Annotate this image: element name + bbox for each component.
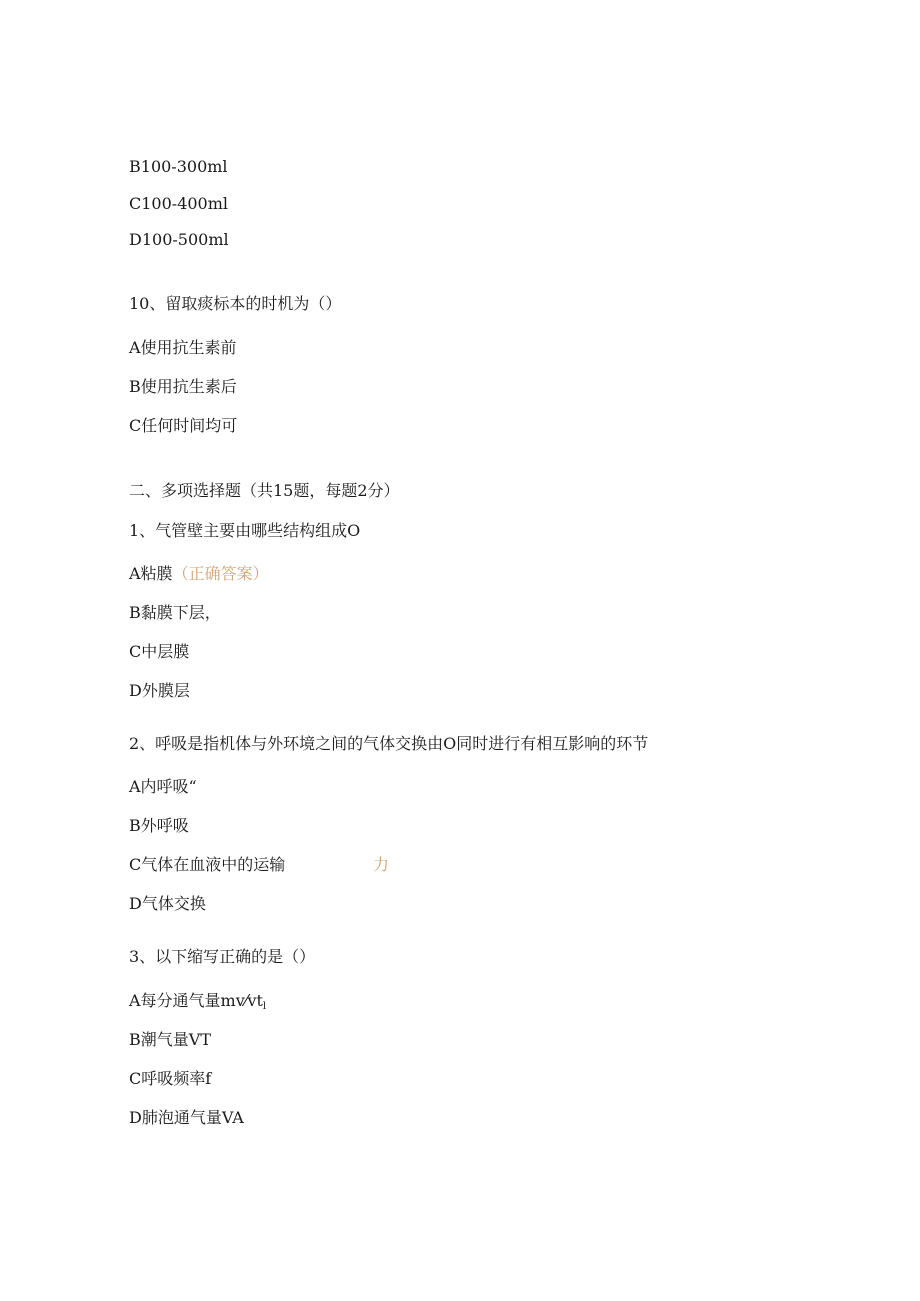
section-heading: 二、多项选择题（共15题，每题2分） xyxy=(129,481,400,500)
mq1-option-b: B黏膜下层， xyxy=(129,603,221,622)
mq1-option-a-text: A粘膜 xyxy=(129,564,173,583)
mq3-option-a xyxy=(129,991,266,1017)
mq3-question: 3、以下缩写正确的是（） xyxy=(129,947,316,966)
mq3-option-a-text: A每分通气量mv⁄vt xyxy=(129,991,263,1010)
mq3-option-a-subscript: l xyxy=(262,1001,267,1012)
q10-option-b: B使用抗生素后 xyxy=(129,377,237,396)
mq2-option-b: B外呼吸 xyxy=(129,816,189,835)
q10-question: 10、留取痰标本的时机为（） xyxy=(129,294,342,313)
q9-option-b: B100-300ml xyxy=(129,157,228,176)
mq1-option-d: D外膜层 xyxy=(129,681,190,700)
q10-option-a: A使用抗生素前 xyxy=(129,338,237,357)
stray-mark: 力 xyxy=(373,855,390,874)
mq2-option-a: A内呼吸“ xyxy=(129,777,197,796)
correct-answer-note: （正确答案） xyxy=(172,564,269,583)
mq3-option-b: B潮气量VT xyxy=(129,1030,211,1049)
q9-option-c: C100-400ml xyxy=(129,194,229,213)
q9-option-d: D100-500ml xyxy=(129,230,229,249)
mq1-option-a xyxy=(129,564,269,584)
mq2-option-c: C气体在血液中的运输 xyxy=(129,855,286,874)
mq3-option-c: C呼吸频率f xyxy=(129,1069,212,1088)
mq3-option-d: D肺泡通气量VA xyxy=(129,1108,244,1127)
q10-option-c: C任何时间均可 xyxy=(129,416,238,435)
mq2-option-d: D气体交换 xyxy=(129,894,206,913)
mq2-question: 2、呼吸是指机体与外环境之间的气体交换由O同时进行有相互影响的环节 xyxy=(129,734,649,753)
mq1-option-c: C中层膜 xyxy=(129,642,190,661)
mq1-question: 1、气管壁主要由哪些结构组成O xyxy=(129,521,361,540)
